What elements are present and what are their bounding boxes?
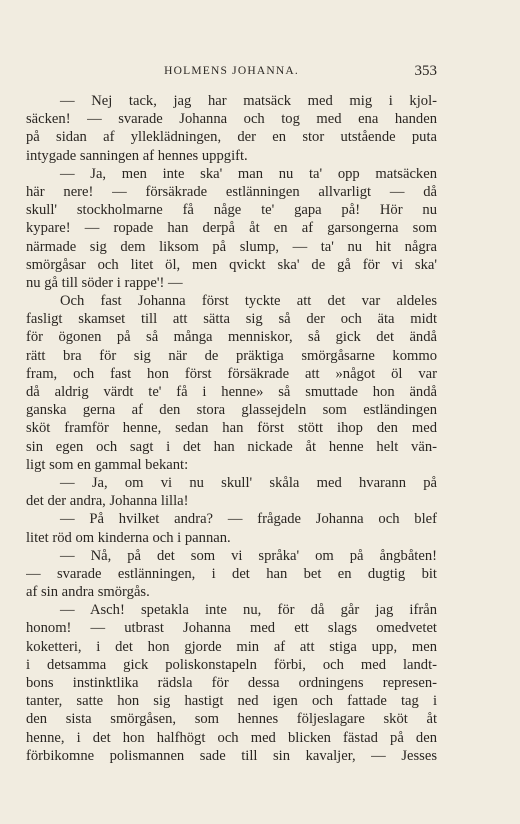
text-line: koketteri, i det hon gjorde min af att stiga upp, men	[26, 638, 437, 655]
page-header	[26, 63, 437, 79]
page-number: 353	[414, 63, 437, 79]
text-line: skull' stockholmarne få någe te' gapa på! Hör nu	[26, 202, 437, 219]
text-line: fram, och fast hon först försäkrade att »något öl var	[26, 365, 437, 382]
text-line: rätt bra för sig när de präktiga smörgåsarne kommo	[26, 347, 437, 364]
text-line: i detsamma gick poliskonstapeln förbi, och med landt-	[26, 656, 437, 673]
text-line: henne, i det hon halfhögt och med blicken fästad på den	[26, 729, 437, 746]
text-line: kypare! — ropade han derpå åt en af garsongerna som	[26, 220, 437, 237]
text-line: fasligt skamset till att sätta sig så der och äta midt	[26, 311, 437, 328]
running-head: HOLMENS JOHANNA.	[164, 65, 299, 77]
text-line: närmade sig dem liksom på slump, — ta' nu hit några	[26, 238, 437, 255]
text-line: sköt framför henne, sedan han först stött ihop den med	[26, 420, 437, 437]
text-line: bons instinktlika rädsla för dessa ordningens represen-	[26, 675, 437, 691]
text-line: då aldrig värdt te' få i henne» så smuttade hon ändå	[26, 384, 437, 400]
text-line: intygade sanningen af hennes uppgift.	[26, 147, 248, 164]
text-line: förbikomne polismannen sade till sin kavaljer, — Jesses	[26, 747, 437, 764]
text-line: litet röd om kinderna och i pannan.	[26, 529, 231, 546]
text-line: tanter, satte hon sig hastigt ned igen och fattade tag i	[26, 693, 437, 710]
text-line: — Ja, om vi nu skull' skåla med hvarann på	[60, 474, 437, 491]
body-text	[26, 92, 437, 765]
text-line: — svarade estlänningen, i det han bet en dugtig bit	[26, 565, 437, 582]
text-line: säcken! — svarade Johanna och tog med ena handen	[26, 111, 437, 128]
text-line: honom! — utbrast Johanna med ett slags omedvetet	[26, 620, 437, 637]
text-line: för ögonen på så många menniskor, så gick det ändå	[26, 329, 437, 346]
text-line: ganska gerna af den stora glassejdeln som estländingen	[26, 402, 437, 419]
text-line: ligt som en gammal bekant:	[26, 456, 189, 473]
text-line: — Nej tack, jag har matsäck med mig i kjol-	[60, 93, 437, 109]
text-line: det der andra, Johanna lilla!	[26, 493, 189, 510]
text-line: på sidan af ylleklädningen, der en stor utstående puta	[26, 129, 437, 146]
text-line: — Asch! spetakla inte nu, för då går jag ifrån	[60, 602, 437, 619]
text-line: smörgåsar och litet öl, men qvickt ska' de gå för vi ska'	[26, 256, 437, 273]
text-line: här nere! — försäkrade estlänningen allvarligt — då	[26, 183, 437, 200]
text-line: nu gå till söder i rappe'! —	[26, 274, 183, 291]
text-line: den sista smörgåsen, som hennes följeslagare sköt åt	[26, 711, 437, 728]
text-line: — Nå, på det som vi språka' om på ångbåten!	[60, 547, 437, 564]
text-line: af sin andra smörgås.	[26, 584, 150, 601]
text-line: — På hvilket andra? — frågade Johanna och blef	[60, 511, 437, 528]
text-line: Och fast Johanna först tyckte att det var aldeles	[60, 293, 437, 310]
text-line: — Ja, men inte ska' man nu ta' opp matsäcken	[60, 165, 437, 182]
text-line: sin egen och sagt i det han nickade åt henne helt vän-	[26, 438, 437, 455]
